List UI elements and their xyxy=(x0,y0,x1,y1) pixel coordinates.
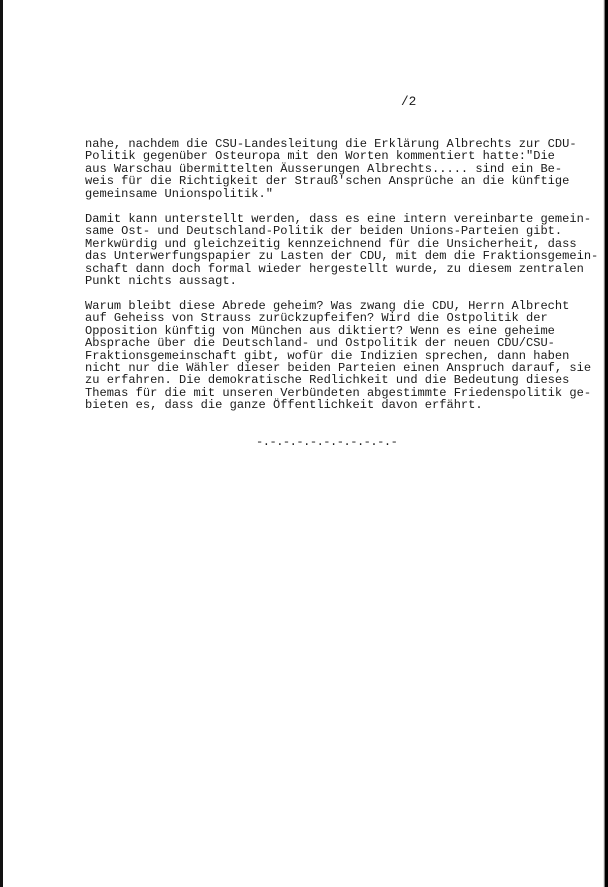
document-page xyxy=(3,0,603,887)
text-line: Damit kann unterstellt werden, dass es eine intern vereinbarte gemein- xyxy=(85,212,592,226)
text-line: Merkwürdig und gleichzeitig kennzeichnend für die Unsicherheit, dass xyxy=(85,236,577,251)
paragraph-1 xyxy=(85,138,577,200)
text-line: Themas für die mit unseren Verbündeten abgestimmte Friedenspolitik ge- xyxy=(85,385,592,400)
text-line: nahe, nachdem die CSU-Landesleitung die Erklärung Albrechts zur CDU- xyxy=(85,137,577,151)
text-line: nicht nur die Wähler dieser beiden Parteien einen Anspruch darauf, sie xyxy=(85,360,592,375)
paragraph-2 xyxy=(85,213,598,287)
text-line: Opposition künftig von München aus diktiert? Wenn es eine geheime xyxy=(85,323,555,338)
text-line: das Unterwerfungspapier zu Lasten der CDU, mit dem die Fraktionsgemein- xyxy=(85,249,599,264)
text-line: aus Warschau übermittelten Äusserungen Albrechts..... sind ein Be- xyxy=(85,161,563,176)
text-line: Warum bleibt diese Abrede geheim? Was zwang die CDU, Herrn Albrecht xyxy=(85,299,570,313)
text-line: bieten es, dass die ganze Öffentlichkeit davon erfährt. xyxy=(85,398,483,413)
text-line: zu erfahren. Die demokratische Redlichkeit und die Bedeutung dieses xyxy=(85,373,570,388)
text-line: Politik gegenüber Osteuropa mit den Worten kommentiert hatte:"Die xyxy=(85,149,555,164)
text-line: gemeinsame Unionspolitik." xyxy=(85,186,273,201)
text-line: Absprache über die Deutschland- und Ostpolitik der neuen CDU/CSU- xyxy=(85,336,555,351)
text-line: Punkt nichts aussagt. xyxy=(85,273,237,288)
text-line: same Ost- und Deutschland-Politik der beiden Unions-Parteien gibt. xyxy=(85,224,563,239)
text-line: schaft dann doch formal wieder hergestellt wurde, zu diesem zentralen xyxy=(85,261,584,276)
text-line: auf Geheiss von Strauss zurückzupfeifen? Wird die Ostpolitik der xyxy=(85,311,548,326)
page-number: /2 xyxy=(401,94,417,109)
text-line: Fraktionsgemeinschaft gibt, wofür die Indizien sprechen, dann haben xyxy=(85,348,570,363)
paragraph-3 xyxy=(85,300,591,412)
closing-divider: -.-.-.-.-.-.-.-.-.-.- xyxy=(256,435,398,449)
text-line: weis für die Richtigkeit der Strauß'schen Ansprüche an die künftige xyxy=(85,174,570,189)
scan-edge-right xyxy=(603,0,608,887)
